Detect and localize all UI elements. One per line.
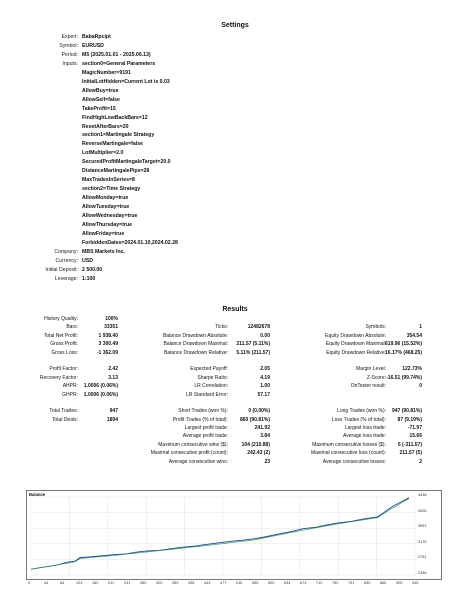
y-tick-label: 2761: [418, 555, 427, 560]
x-tick-label: 0: [28, 581, 31, 585]
results-value: 4.19: [260, 374, 270, 381]
results-value: 104 (210.88): [241, 441, 270, 448]
settings-key: [0, 87, 82, 96]
settings-row: [0, 105, 470, 114]
settings-row: [0, 185, 470, 194]
settings-key: [0, 96, 82, 105]
results-label: Equity Drawdown Absolute:: [325, 332, 386, 339]
results-row: [0, 424, 470, 432]
results-value: 947 (90.81%): [391, 408, 422, 415]
results-value: 122.73%: [402, 366, 422, 373]
settings-value: AllowSell=false: [82, 96, 120, 103]
results-label: Gross Loss:: [51, 349, 78, 356]
results-label: Largest loss trade:: [344, 425, 386, 432]
results-value: 1: [419, 324, 422, 331]
results-value: 0 (0.00%): [248, 408, 270, 415]
settings-row: [0, 114, 470, 123]
results-value: 3.84: [260, 433, 270, 440]
chart-title: Balance: [29, 492, 46, 497]
settings-row: [0, 203, 470, 212]
balance-line: [31, 498, 409, 570]
x-tick-label: 359: [172, 581, 179, 585]
balance-chart: [26, 490, 442, 580]
x-tick-label: 752: [332, 581, 339, 585]
results-table: [0, 315, 470, 466]
settings-key: Period:: [61, 51, 78, 58]
settings-key: Leverage:: [54, 275, 78, 282]
settings-value: DistanceMartingalePips=28: [82, 168, 150, 175]
results-label: LR Correlation:: [194, 383, 228, 390]
results-value: 2.05: [260, 366, 270, 373]
settings-key: [0, 185, 82, 194]
settings-key: [0, 158, 82, 167]
results-value: 619.96 (15.52%): [385, 341, 422, 348]
results-label: Maximum consecutive wins ($):: [158, 441, 228, 448]
settings-key: [0, 69, 82, 78]
settings-row: [0, 212, 470, 221]
results-value: 15.66: [409, 433, 422, 440]
results-label: Balance Drawdown Maximal:: [163, 341, 228, 348]
settings-key: [0, 140, 82, 149]
results-row: [0, 458, 470, 466]
results-row: [0, 391, 470, 399]
results-label: Bars:: [66, 324, 78, 331]
settings-row: [0, 257, 470, 266]
results-row: [0, 323, 470, 331]
settings-row: [0, 42, 470, 51]
settings-key: Symbol:: [59, 42, 78, 49]
results-row: [0, 340, 470, 348]
results-label: Total Net Profit:: [43, 332, 78, 339]
settings-row: [0, 140, 470, 149]
results-label: Symbols:: [365, 324, 386, 331]
results-value: 12482678: [247, 324, 270, 331]
results-row: [0, 449, 470, 457]
results-label: AHPR:: [62, 383, 78, 390]
x-tick-label: 516: [236, 581, 243, 585]
settings-value: 2 500.00: [82, 266, 103, 273]
settings-value: 1:100: [82, 275, 96, 282]
settings-key: [0, 203, 82, 212]
y-tick-label: 4438: [418, 493, 427, 497]
settings-key: [0, 105, 82, 114]
settings-value: BabaRpcipt: [82, 34, 111, 40]
results-row: [0, 382, 470, 390]
settings-value: AllowBuy=true: [82, 87, 119, 94]
settings-key: Expert:: [61, 34, 78, 40]
settings-key: Inputs:: [62, 60, 78, 67]
settings-key: Initial Deposit:: [45, 266, 78, 273]
results-value: 33351: [104, 324, 118, 331]
results-label: Profit Trades (% of total):: [172, 416, 228, 423]
settings-value: LotMultiplier=2.0: [82, 150, 124, 157]
x-tick-label: 44: [44, 581, 49, 585]
results-value: 241.92: [254, 425, 270, 432]
settings-value: TakeProfit=15: [82, 105, 116, 112]
settings-value: section2=Time Strategy: [82, 186, 141, 193]
results-label: Total Trades:: [49, 408, 78, 415]
settings-row: [0, 96, 470, 105]
results-value: 1 938.40: [98, 332, 118, 339]
results-label: Equity Drawdown Relative:: [326, 349, 386, 356]
settings-row: [0, 194, 470, 203]
results-value: 100%: [105, 316, 118, 322]
results-label: Profit Factor:: [49, 366, 78, 373]
y-tick-label: 2346: [418, 571, 427, 575]
results-value: 0.00: [260, 332, 270, 339]
x-tick-label: 905: [396, 581, 403, 585]
settings-value: MagicNumber=9191: [82, 69, 131, 76]
x-tick-label: 123: [76, 581, 83, 585]
results-value: 0: [419, 383, 422, 390]
y-tick-label: 4006: [418, 508, 427, 513]
x-tick-label: 791: [348, 581, 355, 585]
settings-value: EURUSD: [82, 42, 104, 49]
results-label: Average profit trade:: [182, 433, 228, 440]
results-label: GHPR:: [62, 391, 78, 398]
settings-key: [0, 230, 82, 239]
settings-table: [0, 33, 470, 284]
results-label: Balance Drawdown Absolute:: [162, 332, 228, 339]
x-tick-label: 866: [380, 581, 387, 585]
results-value: 242.43 (2): [247, 450, 270, 457]
results-row: [0, 399, 470, 407]
results-value: 2.42: [108, 366, 118, 373]
results-row: [0, 416, 470, 424]
x-tick-label: 945: [412, 581, 419, 585]
y-tick-label: 3591: [418, 524, 427, 529]
results-value: 57.17: [257, 391, 270, 398]
settings-key: [0, 123, 82, 132]
results-label: Expected Payoff:: [190, 366, 228, 373]
settings-value: FindHighLowBackBars=12: [82, 114, 148, 121]
results-row: [0, 332, 470, 340]
settings-value: SecuredProfitMartingaleTarget=20.0: [82, 159, 171, 166]
settings-row: [0, 60, 470, 69]
settings-row: [0, 69, 470, 78]
x-tick-label: 280: [140, 581, 147, 585]
settings-row: [0, 78, 470, 87]
results-value: -1 362.09: [96, 349, 118, 356]
settings-key: [0, 131, 82, 140]
settings-row: [0, 123, 470, 132]
settings-value: M5 (2025.01.01 - 2025.06.13): [82, 51, 151, 58]
settings-row: [0, 158, 470, 167]
results-label: Maximal consecutive profit (count):: [150, 450, 228, 457]
x-tick-label: 673: [300, 581, 307, 585]
results-row: [0, 441, 470, 449]
x-tick-label: 241: [124, 581, 131, 585]
results-value: 211.57 (5.11%): [236, 341, 270, 348]
results-value: 5.11% (211.57): [236, 349, 270, 356]
results-row: [0, 315, 470, 323]
settings-row: [0, 51, 470, 60]
results-label: LR Standard Error:: [186, 391, 228, 398]
x-tick-label: 84: [60, 581, 65, 585]
results-label: Short Trades (won %):: [178, 408, 228, 415]
settings-value: MBS Markets Inc.: [82, 248, 125, 255]
results-value: 3 300.49: [98, 341, 118, 348]
settings-row: [0, 221, 470, 230]
results-value: 3.13: [108, 374, 118, 381]
results-value: 1.0006 (0.06%): [83, 391, 118, 398]
results-label: Sharpe Ratio:: [197, 374, 228, 381]
x-tick-label: 211: [108, 581, 115, 585]
results-label: Balance Drawdown Relative:: [164, 349, 228, 356]
settings-row: [0, 149, 470, 158]
results-value: 860 (90.81%): [239, 416, 270, 423]
equity-line: [31, 499, 409, 570]
results-label: Largest profit trade:: [184, 425, 228, 432]
settings-value: section0=General Parameters: [82, 60, 156, 67]
settings-key: [0, 78, 82, 87]
settings-row: [0, 230, 470, 239]
results-label: History Quality:: [44, 316, 78, 322]
settings-row: [0, 167, 470, 176]
settings-value: InitialLotHidden=Current Lot is 0.03: [82, 78, 170, 85]
results-value: 2: [419, 458, 422, 465]
settings-value: MaxTradesInSeries=8: [82, 177, 135, 184]
settings-row: [0, 33, 470, 42]
settings-value: AllowThursday=true: [82, 222, 133, 229]
y-tick-label: 3176: [418, 539, 427, 544]
settings-value: ReverseMartingale=false: [82, 141, 143, 148]
results-value: -71.97: [407, 425, 422, 432]
results-row: [0, 432, 470, 440]
results-label: Maximal consecutive loss (count):: [310, 450, 386, 457]
x-tick-label: 162: [92, 581, 99, 585]
settings-row: [0, 248, 470, 257]
settings-key: [0, 114, 82, 123]
results-value: 211.57 (5): [399, 450, 422, 457]
settings-key: [0, 149, 82, 158]
settings-key: [0, 176, 82, 185]
results-label: OnTester result:: [350, 383, 386, 390]
results-label: Gross Profit:: [50, 341, 78, 348]
results-value: 354.54: [406, 332, 422, 339]
results-row: [0, 349, 470, 357]
settings-value: ForbiddenDates=2024.01.10,2024.02.28: [82, 239, 178, 246]
results-label: Margin Level:: [355, 366, 386, 373]
results-value: 947: [109, 408, 118, 415]
results-label: Loss Trades (% of total):: [331, 416, 386, 423]
results-label: Total Deals:: [51, 416, 78, 423]
results-label: Average loss trade:: [343, 433, 386, 440]
results-value: 1.0006 (0.06%): [83, 383, 118, 390]
settings-key: [0, 221, 82, 230]
settings-value: AllowMonday=true: [82, 195, 129, 202]
settings-key: [0, 239, 82, 248]
settings-row: [0, 131, 470, 140]
settings-value: AllowTuesday=true: [82, 204, 130, 211]
settings-row: [0, 239, 470, 248]
results-row: [0, 357, 470, 365]
settings-row: [0, 87, 470, 96]
results-value: 16.17% (468.25): [385, 349, 422, 356]
settings-row: [0, 266, 470, 275]
results-value: 1.00: [260, 383, 270, 390]
results-label: Long Trades (won %):: [337, 408, 386, 415]
results-value: 1894: [106, 416, 118, 423]
settings-title: Settings: [221, 22, 249, 29]
results-label: Z-Score:: [366, 374, 386, 381]
settings-value: ResetAfterBars=20: [82, 123, 129, 130]
x-tick-label: 320: [156, 581, 163, 585]
settings-row: [0, 275, 470, 284]
x-tick-label: 712: [316, 581, 323, 585]
settings-value: USD: [82, 257, 93, 264]
x-tick-label: 443: [204, 581, 211, 585]
results-label: Maximum consecutive losses ($):: [312, 441, 386, 448]
x-tick-label: 555: [252, 581, 259, 585]
results-value: 87 (9.19%): [397, 416, 422, 423]
results-label: Average consecutive losses:: [322, 458, 386, 465]
results-label: Equity Drawdown Maximal:: [325, 341, 386, 348]
settings-key: [0, 194, 82, 203]
results-row: [0, 365, 470, 373]
results-label: Ticks:: [215, 324, 228, 331]
x-tick-label: 477: [220, 581, 227, 585]
chart-plot: [27, 491, 441, 579]
x-tick-label: 830: [364, 581, 371, 585]
results-title: Results: [222, 306, 248, 313]
settings-key: [0, 167, 82, 176]
results-row: [0, 374, 470, 382]
settings-value: AllowWednesday=true: [82, 213, 138, 220]
settings-key: Company:: [54, 248, 78, 255]
x-tick-label: 634: [284, 581, 291, 585]
settings-value: AllowFriday=true: [82, 230, 125, 237]
settings-row: [0, 176, 470, 185]
settings-key: Currency:: [55, 257, 78, 264]
x-tick-label: 398: [188, 581, 195, 585]
settings-value: section1=Martingale Strategy: [82, 132, 155, 139]
results-row: [0, 407, 470, 415]
results-label: Average consecutive wins:: [168, 458, 228, 465]
results-value: -16.51 (99.74%): [386, 374, 422, 381]
settings-key: [0, 212, 82, 221]
results-label: Recovery Factor:: [39, 374, 78, 381]
results-value: 5 (-311.57): [397, 441, 422, 448]
x-tick-label: 600: [268, 581, 275, 585]
results-value: 23: [264, 458, 270, 465]
